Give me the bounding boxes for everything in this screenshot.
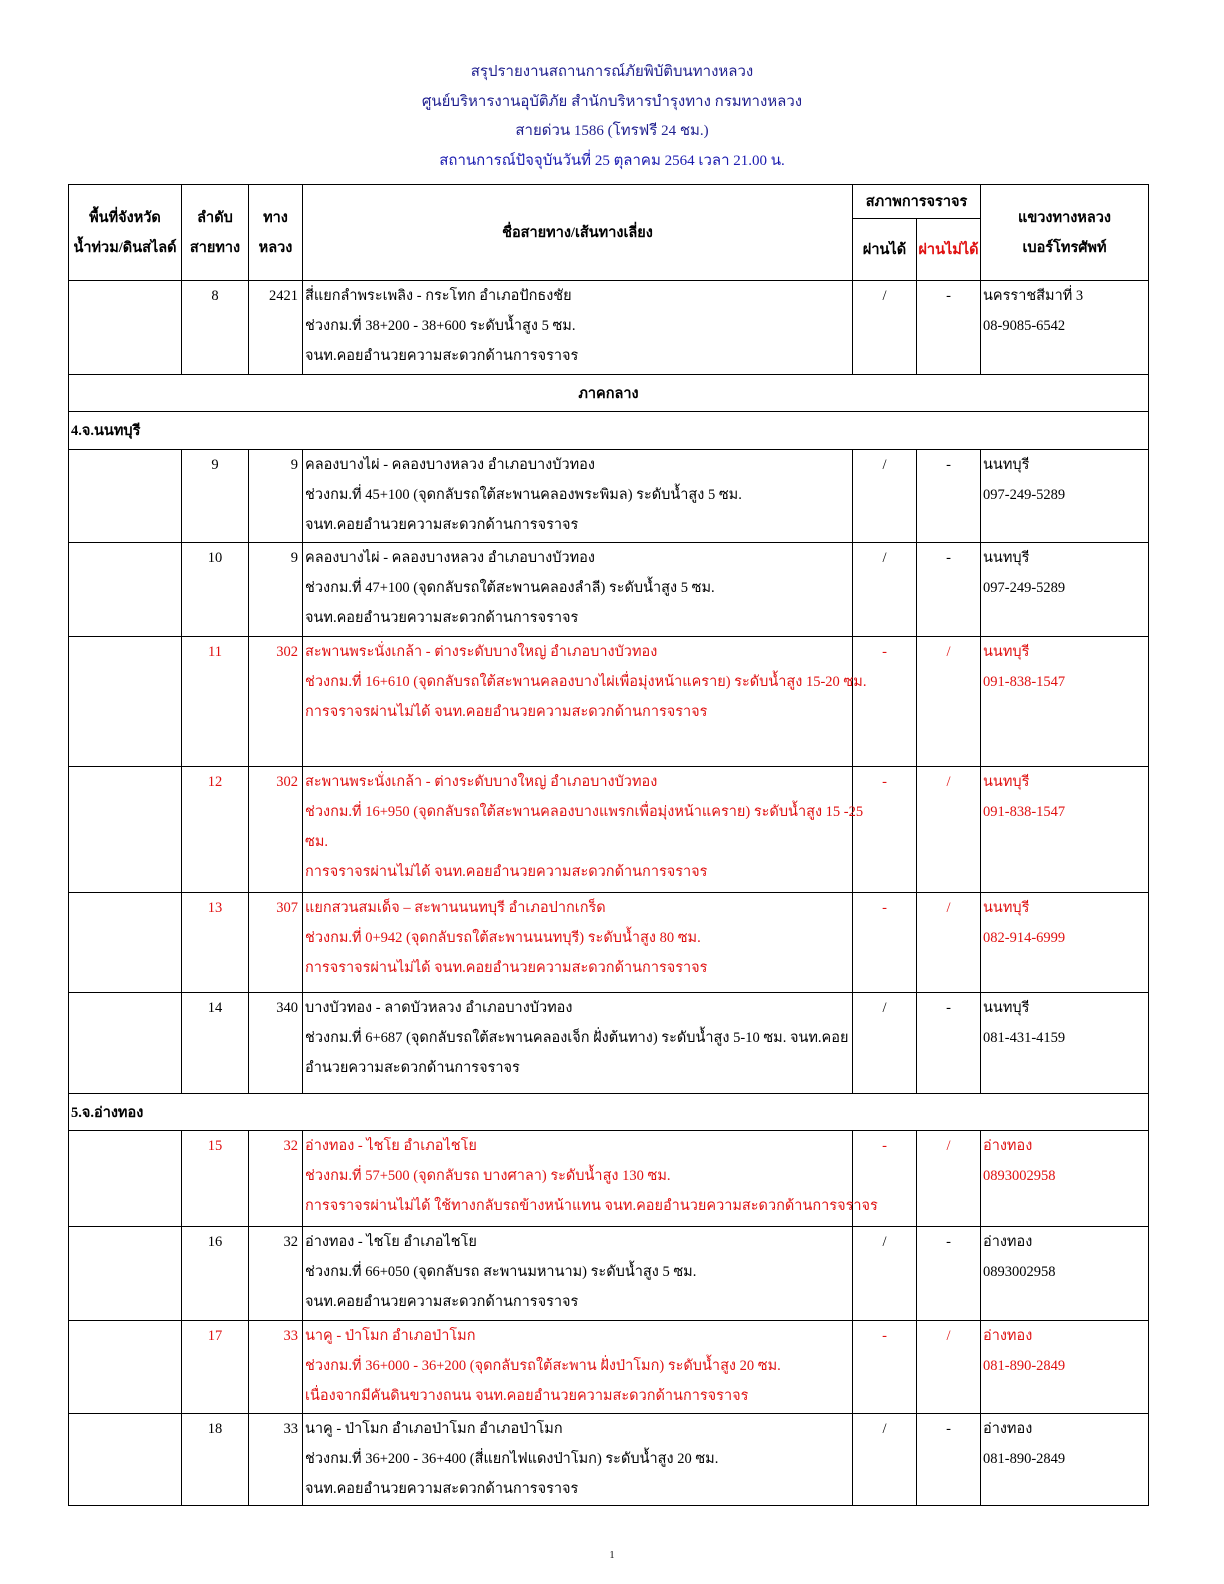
title-line: ศูนย์บริหารงานอุบัติภัย สำนักบริหารบำรุงทาง กรมทางหลวง: [421, 93, 803, 110]
office-cell: [981, 993, 1149, 1094]
pass-cell: -: [882, 900, 887, 916]
office-cell: [981, 281, 1149, 375]
route-cell: [303, 1227, 853, 1321]
hwy-cell: 302: [276, 644, 298, 660]
route-cell: [303, 281, 853, 375]
office-line: 097-249-5289: [983, 487, 1066, 503]
route-line: สี่แยกลำพระเพลิง - กระโทก อำเภอปักธงชัย: [305, 288, 572, 304]
office-line: อ่างทอง: [983, 1421, 1033, 1437]
prov-row: [69, 1094, 1149, 1131]
route-line: สะพานพระนั่งเกล้า - ต่างระดับบางใหญ่ อำเภอบางบัวทอง: [305, 774, 658, 790]
region-row: [69, 375, 1149, 412]
route-line: ช่วงกม.ที่ 36+000 - 36+200 (จุดกลับรถใต้สะพาน ฝั่งป่าโมก) ระดับน้ำสูง 20 ซม.: [305, 1358, 781, 1374]
prov-label: 5.จ.อ่างทอง: [69, 1094, 1149, 1131]
seq-cell: 18: [207, 1421, 223, 1437]
table-row: [69, 543, 1149, 637]
route-line: อ่างทอง - ไชโย อำเภอไชโย: [305, 1138, 477, 1154]
route-line: อำนวยความสะดวกด้านการจราจร: [305, 1060, 520, 1076]
header-hwy: ทาง หลวง: [249, 185, 303, 281]
seq-cell: 9: [211, 457, 219, 473]
office-line: นนทบุรี: [983, 457, 1030, 473]
hwy-cell: 32: [283, 1234, 298, 1250]
route-line: คลองบางไผ่ - คลองบางหลวง อำเภอบางบัวทอง: [305, 457, 595, 473]
seq-cell: 16: [207, 1234, 223, 1250]
table-row: [69, 1131, 1149, 1227]
pass-cell: /: [882, 457, 887, 473]
route-line: จนท.คอยอำนวยความสะดวกด้านการจราจร: [305, 517, 579, 533]
route-line: ช่วงกม.ที่ 36+200 - 36+400 (สี่แยกไฟแดงป่าโมก) ระดับน้ำสูง 20 ซม.: [305, 1451, 719, 1467]
route-line: อ่างทอง - ไชโย อำเภอไชโย: [305, 1234, 477, 1250]
prov-label: 4.จ.นนทบุรี: [69, 412, 1149, 450]
route-cell: [303, 543, 853, 637]
title-line: สายด่วน 1586 (โทรฟรี 24 ชม.): [515, 123, 709, 139]
hwy-cell: 2421: [269, 288, 298, 304]
hwy-cell: 32: [283, 1138, 298, 1154]
header-seq: ลำดับ สายทาง: [182, 185, 249, 281]
area-cell: [69, 1131, 182, 1227]
route-line: การจราจรผ่านไม่ได้ จนท.คอยอำนวยความสะดวกด้านการจราจร: [305, 960, 708, 976]
area-cell: [69, 637, 182, 767]
route-line: การจราจรผ่านไม่ได้ จนท.คอยอำนวยความสะดวกด้านการจราจร: [305, 704, 708, 720]
seq-cell: 17: [207, 1328, 223, 1344]
route-line: จนท.คอยอำนวยความสะดวกด้านการจราจร: [305, 348, 579, 364]
nopass-cell: /: [946, 1138, 951, 1154]
route-line: ช่วงกม.ที่ 57+500 (จุดกลับรถ บางศาลา) ระดับน้ำสูง 130 ซม.: [305, 1168, 671, 1184]
area-cell: [69, 543, 182, 637]
office-line: 091-838-1547: [983, 674, 1066, 690]
office-line: นนทบุรี: [983, 1000, 1030, 1016]
office-cell: [981, 450, 1149, 543]
office-line: นนทบุรี: [983, 644, 1030, 660]
route-line: ช่วงกม.ที่ 16+950 (จุดกลับรถใต้สะพานคลองบางแพรกเพื่อมุ่งหน้าแคราย) ระดับน้ำสูง 15 -25: [305, 804, 864, 820]
route-cell: [303, 637, 867, 767]
route-line: ช่วงกม.ที่ 47+100 (จุดกลับรถใต้สะพานคลองลำลี) ระดับน้ำสูง 5 ซม.: [305, 580, 715, 596]
route-line: ช่วงกม.ที่ 16+610 (จุดกลับรถใต้สะพานคลองบางไผ่เพื่อมุ่งหน้าแคราย) ระดับน้ำสูง 15-20 ซม.: [305, 674, 867, 690]
route-line: แยกสวนสมเด็จ – สะพานนนทบุรี อำเภอปากเกร็ด: [305, 900, 606, 916]
table-row: [69, 767, 1149, 893]
table-row: [69, 281, 1149, 375]
area-cell: [69, 1414, 182, 1506]
seq-cell: 10: [207, 550, 223, 566]
office-line: 091-838-1547: [983, 804, 1066, 820]
hwy-cell: 33: [283, 1421, 298, 1437]
pass-cell: /: [882, 1234, 887, 1250]
pass-cell: /: [882, 550, 887, 566]
office-line: นนทบุรี: [983, 900, 1030, 916]
prov-row: [69, 412, 1149, 450]
route-line: จนท.คอยอำนวยความสะดวกด้านการจราจร: [305, 610, 579, 626]
route-line: ซม.: [305, 834, 329, 850]
table-row: [69, 993, 1149, 1094]
pass-cell: /: [882, 288, 887, 304]
route-cell: [303, 1414, 853, 1506]
table-row: [69, 893, 1149, 993]
seq-cell: 13: [207, 900, 223, 916]
office-line: นครราชสีมาที่ 3: [983, 288, 1084, 304]
header-nopass: ผ่านไม่ได้: [917, 219, 981, 281]
office-line: อ่างทอง: [983, 1234, 1033, 1250]
office-line: นนทบุรี: [983, 774, 1030, 790]
office-cell: [981, 637, 1149, 767]
office-line: 081-431-4159: [983, 1030, 1066, 1046]
route-line: ช่วงกม.ที่ 6+687 (จุดกลับรถใต้สะพานคลองเจ็ก ฝั่งต้นทาง) ระดับน้ำสูง 5-10 ซม. จนท.คอย: [305, 1030, 849, 1046]
office-line: 0893002958: [983, 1168, 1056, 1184]
pass-cell: -: [882, 1328, 887, 1344]
route-cell: [303, 1131, 878, 1227]
seq-cell: 15: [207, 1138, 223, 1154]
area-cell: [69, 450, 182, 543]
hwy-cell: 307: [276, 900, 298, 916]
hwy-cell: 9: [290, 457, 298, 473]
area-cell: [69, 993, 182, 1094]
hwy-cell: 9: [290, 550, 298, 566]
nopass-cell: -: [946, 1421, 951, 1437]
header-office: แขวงทางหลวง เบอร์โทรศัพท์: [981, 185, 1149, 281]
route-line: ช่วงกม.ที่ 38+200 - 38+600 ระดับน้ำสูง 5 ซม.: [305, 318, 576, 334]
route-line: จนท.คอยอำนวยความสะดวกด้านการจราจร: [305, 1294, 579, 1310]
seq-cell: 8: [211, 288, 219, 304]
nopass-cell: -: [946, 288, 951, 304]
area-cell: [69, 1227, 182, 1321]
pass-cell: /: [882, 1421, 887, 1437]
office-line: 08-9085-6542: [983, 318, 1066, 334]
office-cell: [981, 543, 1149, 637]
hwy-cell: 302: [276, 774, 298, 790]
route-cell: [303, 450, 853, 543]
office-line: อ่างทอง: [983, 1138, 1033, 1154]
nopass-cell: -: [946, 1000, 951, 1016]
pass-cell: -: [882, 774, 887, 790]
seq-cell: 11: [208, 644, 222, 660]
route-line: ช่วงกม.ที่ 0+942 (จุดกลับรถใต้สะพานนนทบุรี) ระดับน้ำสูง 80 ซม.: [305, 930, 701, 946]
nopass-cell: /: [946, 774, 951, 790]
region-label: ภาคกลาง: [69, 375, 1149, 412]
table-row: [69, 1414, 1149, 1506]
table-row: [69, 450, 1149, 543]
route-line: ช่วงกม.ที่ 45+100 (จุดกลับรถใต้สะพานคลองพระพิมล) ระดับน้ำสูง 5 ซม.: [305, 487, 742, 503]
nopass-cell: /: [946, 900, 951, 916]
header-area: พื้นที่จังหวัด น้ำท่วม/ดินสไลด์: [69, 185, 182, 281]
office-cell: [981, 767, 1149, 893]
office-cell: [981, 1321, 1149, 1414]
page-number: 1: [609, 1550, 615, 1561]
pass-cell: -: [882, 644, 887, 660]
hwy-cell: 340: [276, 1000, 298, 1016]
office-cell: [981, 1414, 1149, 1506]
area-cell: [69, 893, 182, 993]
hwy-cell: 33: [283, 1328, 298, 1344]
route-cell: [303, 767, 864, 893]
header-route: ชื่อสายทาง/เส้นทางเลี่ยง: [303, 185, 853, 281]
route-line: การจราจรผ่านไม่ได้ จนท.คอยอำนวยความสะดวกด้านการจราจร: [305, 864, 708, 880]
office-line: อ่างทอง: [983, 1328, 1033, 1344]
office-line: 081-890-2849: [983, 1358, 1066, 1374]
header-pass: ผ่านได้: [853, 219, 917, 281]
nopass-cell: /: [946, 1328, 951, 1344]
office-cell: [981, 1227, 1149, 1321]
nopass-cell: /: [946, 644, 951, 660]
table-row: [69, 1227, 1149, 1321]
title-line: สรุปรายงานสถานการณ์ภัยพิบัติบนทางหลวง: [470, 64, 754, 80]
nopass-cell: -: [946, 550, 951, 566]
area-cell: [69, 281, 182, 375]
route-line: จนท.คอยอำนวยความสะดวกด้านการจราจร: [305, 1481, 579, 1497]
header-traffic: สภาพการจราจร: [853, 185, 981, 219]
pass-cell: /: [882, 1000, 887, 1016]
office-cell: [981, 1131, 1149, 1227]
seq-cell: 12: [207, 774, 223, 790]
office-cell: [981, 893, 1149, 993]
situation-table: [68, 184, 1149, 1506]
report-titles: [0, 58, 1224, 176]
office-line: 0893002958: [983, 1264, 1056, 1280]
route-line: เนื่องจากมีคันดินขวางถนน จนท.คอยอำนวยความสะดวกด้านการจราจร: [305, 1388, 749, 1404]
area-cell: [69, 767, 182, 893]
office-line: 081-890-2849: [983, 1451, 1066, 1467]
pass-cell: -: [882, 1138, 887, 1154]
route-line: สะพานพระนั่งเกล้า - ต่างระดับบางใหญ่ อำเภอบางบัวทอง: [305, 644, 658, 660]
office-line: 097-249-5289: [983, 580, 1066, 596]
office-line: นนทบุรี: [983, 550, 1030, 566]
route-line: นาคู - ป่าโมก อำเภอป่าโมก อำเภอป่าโมก: [305, 1421, 563, 1437]
route-line: บางบัวทอง - ลาดบัวหลวง อำเภอบางบัวทอง: [305, 1000, 573, 1016]
route-line: การจราจรผ่านไม่ได้ ใช้ทางกลับรถข้างหน้าแทน จนท.คอยอำนวยความสะดวกด้านการจราจร: [305, 1198, 878, 1214]
route-line: นาคู - ป่าโมก อำเภอป่าโมก: [305, 1328, 476, 1344]
nopass-cell: -: [946, 457, 951, 473]
nopass-cell: -: [946, 1234, 951, 1250]
route-cell: [303, 993, 853, 1094]
area-cell: [69, 1321, 182, 1414]
route-cell: [303, 1321, 853, 1414]
route-cell: [303, 893, 853, 993]
route-line: คลองบางไผ่ - คลองบางหลวง อำเภอบางบัวทอง: [305, 550, 595, 566]
table-row: [69, 637, 1149, 767]
title-line: สถานการณ์ปัจจุบันวันที่ 25 ตุลาคม 2564 เวลา 21.00 น.: [439, 152, 785, 169]
route-line: ช่วงกม.ที่ 66+050 (จุดกลับรถ สะพานมหานาม) ระดับน้ำสูง 5 ซม.: [305, 1264, 697, 1280]
office-line: 082-914-6999: [983, 930, 1066, 946]
table-row: [69, 1321, 1149, 1414]
seq-cell: 14: [207, 1000, 223, 1016]
